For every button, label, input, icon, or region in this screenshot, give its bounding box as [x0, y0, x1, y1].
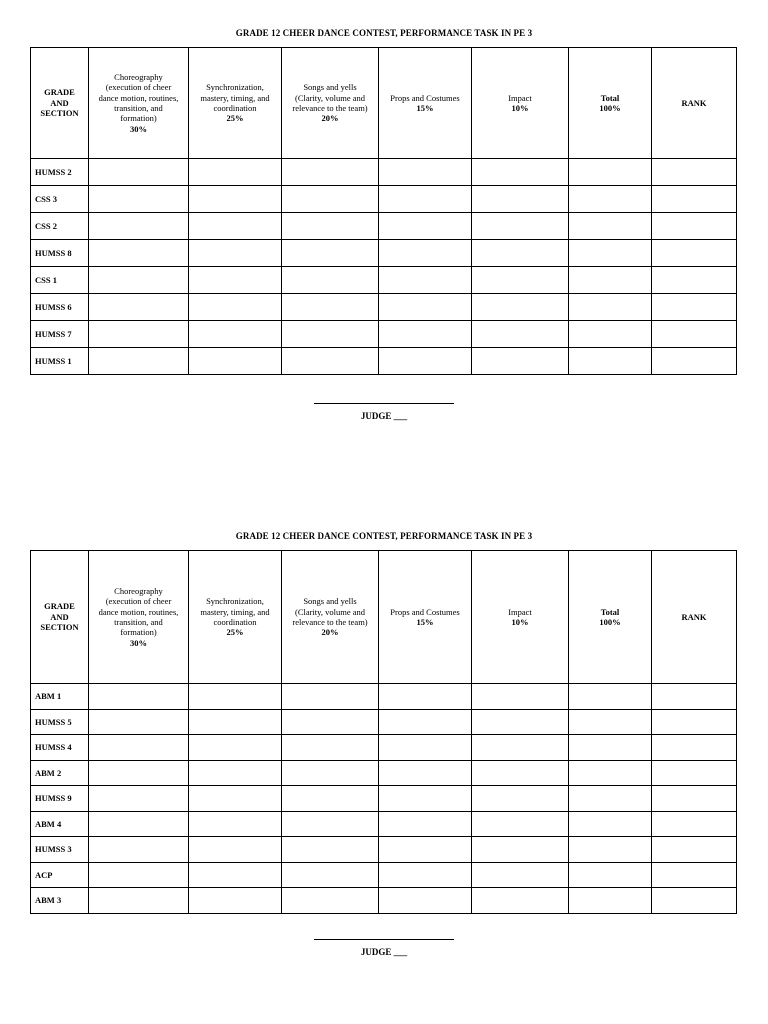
total-cell[interactable] [569, 684, 652, 710]
score-cell[interactable] [189, 837, 282, 863]
score-cell[interactable] [379, 267, 472, 294]
table-row [31, 348, 737, 375]
score-cell[interactable] [379, 240, 472, 267]
rank-cell[interactable] [652, 294, 737, 321]
sheet-1-title: GRADE 12 CHEER DANCE CONTEST, PERFORMANCE TASK IN PE 3 [235, 28, 533, 38]
score-cell[interactable] [282, 213, 379, 240]
section-name: ABM 2 [31, 760, 89, 786]
synchronization-header: Synchronization, mastery, timing, and coordination 25% [189, 48, 282, 159]
score-cell[interactable] [379, 348, 472, 375]
section-name: HUMSS 1 [31, 348, 89, 375]
sheet-1-signature-line[interactable] [314, 403, 454, 404]
score-cell[interactable] [282, 321, 379, 348]
score-cell[interactable] [379, 709, 472, 735]
score-cell[interactable] [472, 837, 569, 863]
section-name: HUMSS 6 [31, 294, 89, 321]
rank-cell[interactable] [652, 684, 737, 710]
rank-header: RANK [652, 48, 737, 159]
score-cell[interactable] [472, 213, 569, 240]
score-cell[interactable] [89, 213, 189, 240]
table-row [31, 811, 737, 837]
sheet-2-score-table [30, 550, 737, 914]
score-cell[interactable] [472, 294, 569, 321]
score-cell[interactable] [282, 240, 379, 267]
rank-cell[interactable] [652, 888, 737, 914]
score-cell[interactable] [282, 348, 379, 375]
section-name: HUMSS 8 [31, 240, 89, 267]
table-row [31, 837, 737, 863]
score-cell[interactable] [379, 735, 472, 761]
score-cell[interactable] [282, 760, 379, 786]
section-name: HUMSS 2 [31, 159, 89, 186]
rank-cell[interactable] [652, 862, 737, 888]
score-cell[interactable] [89, 267, 189, 294]
total-cell[interactable] [569, 321, 652, 348]
table-row [31, 294, 737, 321]
rank-cell[interactable] [652, 186, 737, 213]
score-cell[interactable] [89, 240, 189, 267]
score-cell[interactable] [189, 811, 282, 837]
total-cell[interactable] [569, 811, 652, 837]
choreography-header: Choreography (execution of cheer dance motion, routines, transition, and formation) 30% [89, 551, 189, 684]
total-cell[interactable] [569, 837, 652, 863]
section-name: ABM 1 [31, 684, 89, 710]
score-cell[interactable] [189, 709, 282, 735]
score-cell[interactable] [89, 837, 189, 863]
table-row [31, 240, 737, 267]
score-cell[interactable] [282, 786, 379, 812]
impact-header: Impact 10% [472, 551, 569, 684]
table-row [31, 267, 737, 294]
rank-cell[interactable] [652, 213, 737, 240]
table-row [31, 862, 737, 888]
score-cell[interactable] [379, 294, 472, 321]
table-row [31, 159, 737, 186]
score-cell[interactable] [282, 837, 379, 863]
props-header: Props and Costumes 15% [379, 551, 472, 684]
table-row [31, 786, 737, 812]
songs-header: Songs and yells (Clarity, volume and relevance to the team) 20% [282, 551, 379, 684]
total-cell[interactable] [569, 862, 652, 888]
header-row [31, 551, 737, 684]
score-cell[interactable] [379, 862, 472, 888]
score-cell[interactable] [189, 684, 282, 710]
rank-cell[interactable] [652, 735, 737, 761]
score-cell[interactable] [89, 709, 189, 735]
total-cell[interactable] [569, 786, 652, 812]
header-row [31, 48, 737, 159]
total-cell[interactable] [569, 760, 652, 786]
score-cell[interactable] [379, 786, 472, 812]
total-cell[interactable] [569, 709, 652, 735]
table-row [31, 888, 737, 914]
score-cell[interactable] [472, 862, 569, 888]
score-cell[interactable] [472, 321, 569, 348]
total-cell[interactable] [569, 348, 652, 375]
section-name: HUMSS 9 [31, 786, 89, 812]
score-cell[interactable] [379, 888, 472, 914]
score-cell[interactable] [189, 240, 282, 267]
score-cell[interactable] [379, 186, 472, 213]
table-row [31, 735, 737, 761]
grade-section-header: GRADE AND SECTION [31, 551, 89, 684]
score-cell[interactable] [472, 760, 569, 786]
score-cell[interactable] [189, 888, 282, 914]
score-cell[interactable] [282, 709, 379, 735]
score-cell[interactable] [472, 709, 569, 735]
score-cell[interactable] [282, 159, 379, 186]
total-cell[interactable] [569, 888, 652, 914]
section-name: HUMSS 7 [31, 321, 89, 348]
score-cell[interactable] [89, 786, 189, 812]
score-cell[interactable] [189, 735, 282, 761]
score-cell[interactable] [189, 213, 282, 240]
total-header: Total 100% [569, 551, 652, 684]
table-row [31, 760, 737, 786]
rank-cell[interactable] [652, 159, 737, 186]
score-cell[interactable] [282, 294, 379, 321]
score-cell[interactable] [282, 267, 379, 294]
score-cell[interactable] [282, 888, 379, 914]
sheet-1-judge-label: JUDGE ___ [360, 411, 408, 421]
total-cell[interactable] [569, 186, 652, 213]
section-name: HUMSS 4 [31, 735, 89, 761]
sheet-2-judge-label: JUDGE ___ [360, 947, 408, 957]
section-name: CSS 1 [31, 267, 89, 294]
score-cell[interactable] [89, 348, 189, 375]
score-cell[interactable] [472, 684, 569, 710]
total-cell[interactable] [569, 267, 652, 294]
table-row [31, 186, 737, 213]
rank-cell[interactable] [652, 837, 737, 863]
score-cell[interactable] [189, 760, 282, 786]
score-cell[interactable] [472, 735, 569, 761]
score-cell[interactable] [89, 159, 189, 186]
score-cell[interactable] [89, 321, 189, 348]
section-name: HUMSS 5 [31, 709, 89, 735]
rank-cell[interactable] [652, 760, 737, 786]
props-header: Props and Costumes 15% [379, 48, 472, 159]
total-cell[interactable] [569, 735, 652, 761]
score-cell[interactable] [379, 213, 472, 240]
total-cell[interactable] [569, 294, 652, 321]
rank-cell[interactable] [652, 709, 737, 735]
score-cell[interactable] [89, 888, 189, 914]
score-cell[interactable] [189, 348, 282, 375]
rank-cell[interactable] [652, 786, 737, 812]
score-cell[interactable] [282, 186, 379, 213]
score-cell[interactable] [89, 684, 189, 710]
score-cell[interactable] [472, 786, 569, 812]
score-cell[interactable] [89, 760, 189, 786]
table-row [31, 213, 737, 240]
sheet-2-signature-line[interactable] [314, 939, 454, 940]
rank-cell[interactable] [652, 348, 737, 375]
score-cell[interactable] [282, 811, 379, 837]
score-cell[interactable] [189, 186, 282, 213]
score-cell[interactable] [89, 735, 189, 761]
score-cell[interactable] [379, 837, 472, 863]
rank-header: RANK [652, 551, 737, 684]
score-cell[interactable] [282, 684, 379, 710]
score-cell[interactable] [472, 240, 569, 267]
score-cell[interactable] [282, 862, 379, 888]
score-cell[interactable] [282, 735, 379, 761]
table-row [31, 709, 737, 735]
total-cell[interactable] [569, 213, 652, 240]
score-cell[interactable] [189, 862, 282, 888]
score-cell[interactable] [472, 811, 569, 837]
score-cell[interactable] [472, 888, 569, 914]
score-cell[interactable] [472, 159, 569, 186]
score-cell[interactable] [379, 321, 472, 348]
section-name: ACP [31, 862, 89, 888]
section-name: ABM 3 [31, 888, 89, 914]
score-cell[interactable] [379, 159, 472, 186]
section-name: ABM 4 [31, 811, 89, 837]
section-name: CSS 2 [31, 213, 89, 240]
score-cell[interactable] [379, 760, 472, 786]
table-row [31, 684, 737, 710]
score-cell[interactable] [472, 267, 569, 294]
score-cell[interactable] [379, 684, 472, 710]
score-cell[interactable] [89, 811, 189, 837]
score-cell[interactable] [189, 267, 282, 294]
table-row [31, 321, 737, 348]
rank-cell[interactable] [652, 811, 737, 837]
rank-cell[interactable] [652, 321, 737, 348]
score-cell[interactable] [472, 348, 569, 375]
rank-cell[interactable] [652, 240, 737, 267]
score-cell[interactable] [189, 321, 282, 348]
score-cell[interactable] [189, 159, 282, 186]
total-cell[interactable] [569, 240, 652, 267]
grade-section-header: GRADE AND SECTION [31, 48, 89, 159]
score-cell[interactable] [89, 186, 189, 213]
score-cell[interactable] [189, 786, 282, 812]
score-cell[interactable] [189, 294, 282, 321]
section-name: CSS 3 [31, 186, 89, 213]
sheet-2-title: GRADE 12 CHEER DANCE CONTEST, PERFORMANCE TASK IN PE 3 [235, 531, 533, 541]
impact-header: Impact 10% [472, 48, 569, 159]
total-header: Total 100% [569, 48, 652, 159]
rank-cell[interactable] [652, 267, 737, 294]
score-cell[interactable] [89, 862, 189, 888]
score-cell[interactable] [472, 186, 569, 213]
score-cell[interactable] [379, 811, 472, 837]
songs-header: Songs and yells (Clarity, volume and relevance to the team) 20% [282, 48, 379, 159]
choreography-header: Choreography (execution of cheer dance motion, routines, transition, and formation) 30% [89, 48, 189, 159]
sheet-1-score-table [30, 47, 737, 375]
score-cell[interactable] [89, 294, 189, 321]
total-cell[interactable] [569, 159, 652, 186]
synchronization-header: Synchronization, mastery, timing, and coordination 25% [189, 551, 282, 684]
section-name: HUMSS 3 [31, 837, 89, 863]
